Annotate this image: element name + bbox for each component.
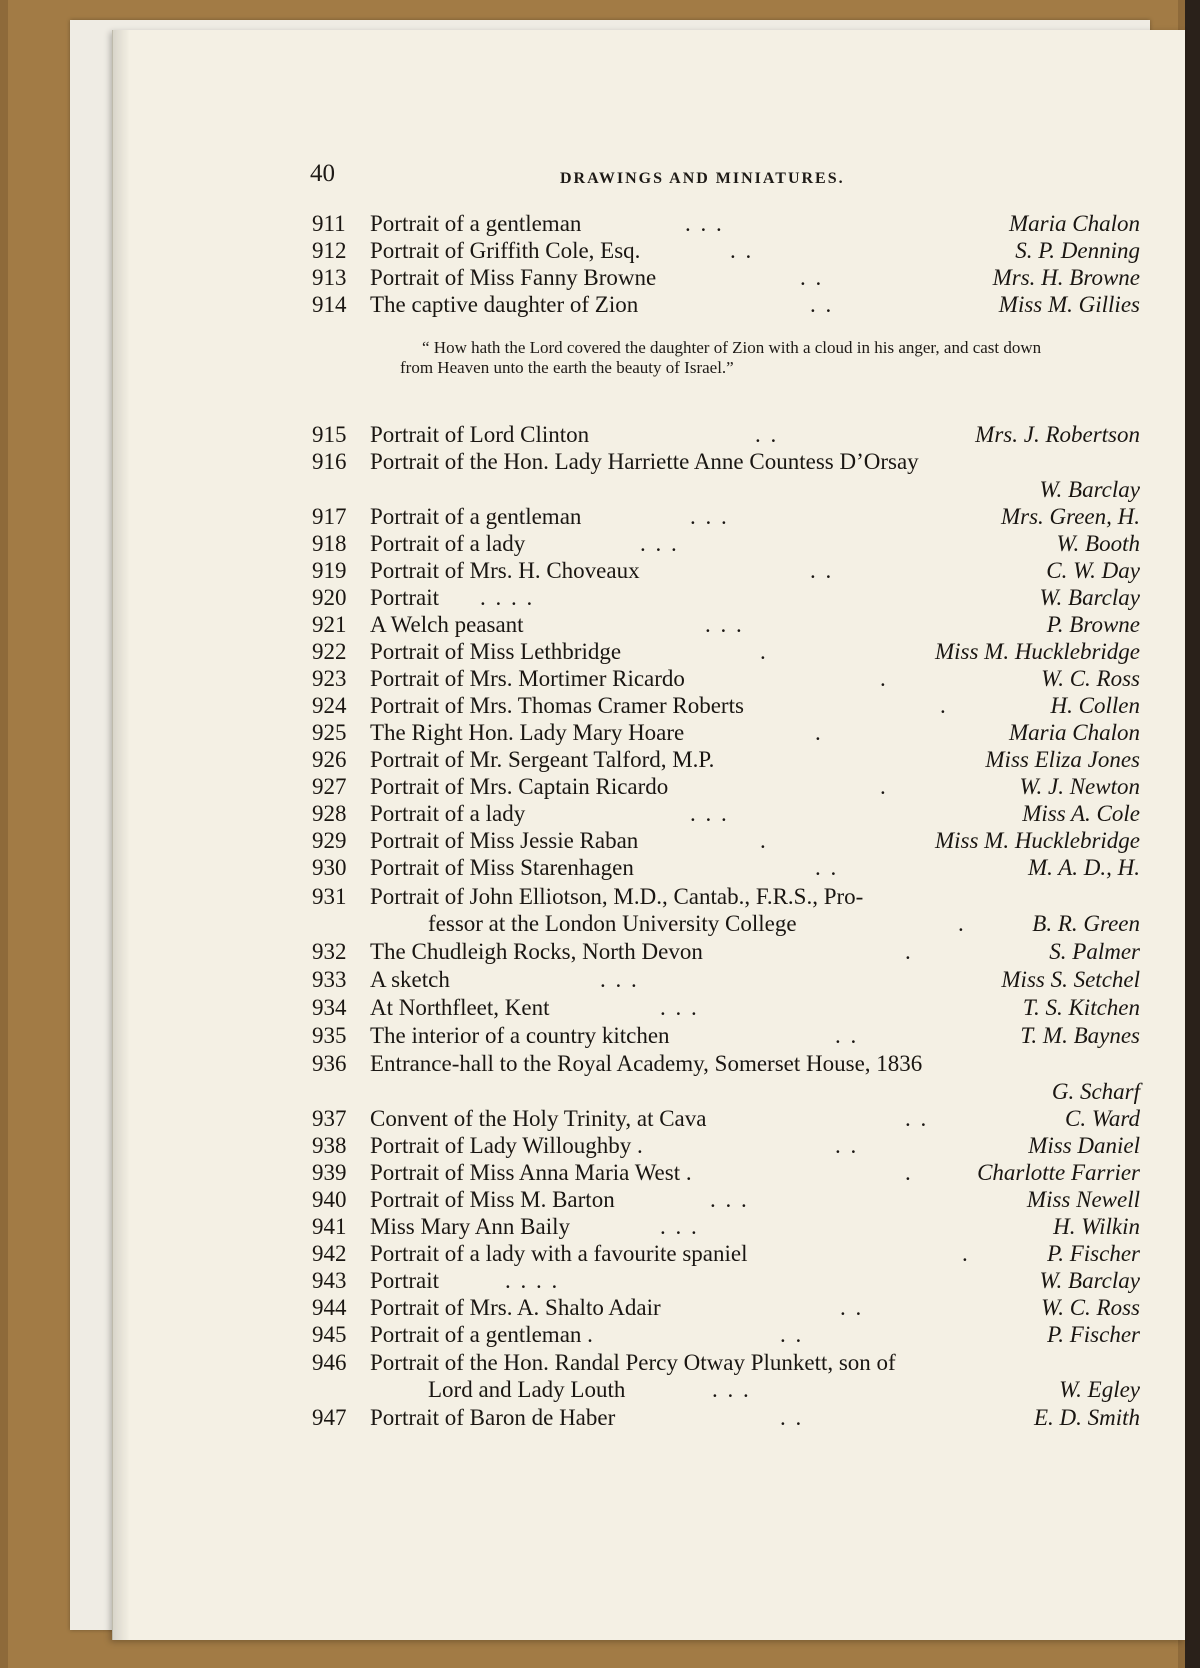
entry-number: 923 (312, 666, 347, 691)
entry-title: Convent of the Holy Trinity, at Cava (370, 1106, 707, 1131)
entry-title: Portrait of a gentleman (370, 504, 582, 529)
dot-leaders: . . . (710, 1187, 749, 1212)
entry-number: 935 (312, 1023, 347, 1048)
entry-925 (0, 719, 1200, 747)
entry-title: Portrait of a lady with a favourite spaniel (370, 1241, 748, 1266)
dot-leaders: . . (800, 265, 824, 290)
entry-artist: W. J. Newton (1019, 774, 1140, 799)
entry-title: Portrait of Mr. Sergeant Talford, M.P. (370, 747, 715, 772)
entry-artist: Miss M. Hucklebridge (934, 828, 1140, 853)
entry-title: Portrait of the Hon. Randal Percy Otway Plunkett, son of (370, 1350, 896, 1375)
entry-930 (0, 854, 1200, 882)
dot-leaders: . . (810, 558, 834, 583)
dot-leaders: . (815, 720, 823, 745)
entry-artist: Miss Eliza Jones (985, 747, 1140, 772)
page-number: 40 (310, 160, 335, 187)
entry-913 (0, 264, 1200, 292)
entry-title: Portrait of the Hon. Lady Harriette Anne Countess D’Orsay (370, 449, 919, 474)
dot-leaders: . . (835, 1133, 859, 1158)
entry-number: 922 (312, 639, 347, 664)
entry-911 (0, 210, 1200, 238)
entry-919 (0, 557, 1200, 585)
entry-title: Portrait of Mrs. Captain Ricardo (370, 774, 669, 799)
entry-939 (0, 1159, 1200, 1187)
entry-947 (0, 1404, 1200, 1432)
entry-912 (0, 237, 1200, 265)
entry-920 (0, 584, 1200, 612)
entry-944 (0, 1294, 1200, 1322)
entry-946-continued (0, 1376, 1200, 1404)
entry-945 (0, 1321, 1200, 1349)
entry-number: 925 (312, 720, 347, 745)
entry-title: The Right Hon. Lady Mary Hoare (370, 720, 685, 745)
dot-leaders: . (880, 666, 888, 691)
entry-number: 912 (312, 238, 347, 263)
entry-artist: T. M. Baynes (1020, 1023, 1140, 1048)
dot-leaders: . (905, 1160, 913, 1185)
dot-leaders: . . . (640, 531, 679, 556)
entry-935 (0, 1022, 1200, 1050)
entry-artist: Mrs. J. Robertson (975, 422, 1140, 447)
entry-number: 913 (312, 265, 347, 290)
entry-title: Portrait of Mrs. Thomas Cramer Roberts (370, 693, 744, 718)
entry-number: 933 (312, 967, 347, 992)
entry-artist: W. Barclay (1039, 1268, 1140, 1293)
entry-number: 919 (312, 558, 347, 583)
entry-artist: B. R. Green (1032, 911, 1140, 936)
entry-artist: W. C. Ross (1041, 1295, 1140, 1320)
entry-929 (0, 827, 1200, 855)
entry-title: The captive daughter of Zion (370, 292, 639, 317)
entry-915 (0, 421, 1200, 449)
entry-number: 911 (312, 211, 346, 236)
entry-title: Portrait of Mrs. A. Shalto Adair (370, 1295, 661, 1320)
entry-number: 934 (312, 995, 347, 1020)
entry-title: Portrait of Miss M. Barton (370, 1187, 615, 1212)
entry-number: 916 (312, 449, 347, 474)
entry-title: Portrait (370, 1268, 439, 1293)
entry-title: The interior of a country kitchen (370, 1023, 670, 1048)
entry-931-continued (0, 910, 1200, 938)
dot-leaders: . . (755, 422, 779, 447)
entry-number: 928 (312, 801, 347, 826)
entry-artist: W. C. Ross (1041, 666, 1140, 691)
dot-leaders: . . (780, 1322, 804, 1347)
dot-leaders: . . (835, 1023, 859, 1048)
entry-number: 946 (312, 1350, 347, 1375)
entry-921 (0, 611, 1200, 639)
entry-title: A sketch (370, 967, 450, 992)
dot-leaders: . . . (712, 1377, 751, 1402)
dot-leaders: . . . (705, 612, 744, 637)
entry-artist: W. Egley (1059, 1377, 1140, 1402)
entry-number: 930 (312, 855, 347, 880)
dot-leaders: . . (815, 855, 839, 880)
entry-number: 942 (312, 1241, 347, 1266)
entry-artist: M. A. D., H. (1027, 855, 1140, 880)
entry-artist: W. Barclay (1039, 477, 1140, 502)
dot-leaders: . . . . (480, 585, 535, 610)
dot-leaders: . (905, 939, 913, 964)
entry-title: The Chudleigh Rocks, North Devon (370, 939, 703, 964)
entry-number: 936 (312, 1051, 347, 1076)
entry-number: 945 (312, 1322, 347, 1347)
entry-928 (0, 800, 1200, 828)
entry-title: A Welch peasant (370, 612, 524, 637)
entry-number: 924 (312, 693, 347, 718)
entry-943 (0, 1267, 1200, 1295)
entry-917 (0, 503, 1200, 531)
dot-leaders: . (760, 639, 768, 664)
entry-926 (0, 746, 1200, 774)
entry-title: Lord and Lady Louth (428, 1377, 626, 1402)
dot-leaders: . . . (660, 995, 699, 1020)
entry-937 (0, 1105, 1200, 1133)
entry-title: Portrait of Miss Jessie Raban (370, 828, 639, 853)
entry-936 (0, 1050, 1200, 1078)
entry-number: 914 (312, 292, 347, 317)
entry-932 (0, 938, 1200, 966)
dot-leaders: . (958, 911, 966, 936)
entry-artist: P. Browne (1046, 612, 1140, 637)
entry-number: 947 (312, 1405, 347, 1430)
entry-title: Portrait of Miss Anna Maria West . (370, 1160, 692, 1185)
entry-number: 937 (312, 1106, 347, 1131)
entry-title: Portrait of a gentleman (370, 211, 582, 236)
entry-914 (0, 291, 1200, 319)
entry-number: 941 (312, 1214, 347, 1239)
entry-title: Entrance-hall to the Royal Academy, Somerset House, 1836 (370, 1051, 923, 1076)
entry-artist: P. Fischer (1047, 1322, 1140, 1347)
dot-leaders: . (760, 828, 768, 853)
entry-number: 940 (312, 1187, 347, 1212)
entry-938 (0, 1132, 1200, 1160)
entry-936-continued (0, 1078, 1200, 1106)
entry-923 (0, 665, 1200, 693)
dot-leaders: . . (810, 292, 834, 317)
entry-922 (0, 638, 1200, 666)
entry-number: 944 (312, 1295, 347, 1320)
entry-946 (0, 1349, 1200, 1377)
entry-number: 932 (312, 939, 347, 964)
entry-941 (0, 1213, 1200, 1241)
scripture-quote: “ How hath the Lord covered the daughter of Zion with a cloud in his anger, and cast down from Heaven unto the earth the beauty of Israel.” (400, 338, 1042, 377)
entry-artist: Mrs. Green, H. (1000, 504, 1140, 529)
entry-number: 927 (312, 774, 347, 799)
entry-title: Portrait of a lady (370, 801, 526, 826)
entry-title: Portrait of Mrs. Mortimer Ricardo (370, 666, 685, 691)
entry-number: 918 (312, 531, 347, 556)
entry-artist: G. Scharf (1051, 1079, 1140, 1104)
dot-leaders: . . . (690, 801, 729, 826)
entry-931 (0, 883, 1200, 911)
entry-artist: T. S. Kitchen (1022, 995, 1140, 1020)
entry-artist: E. D. Smith (1033, 1405, 1140, 1430)
entry-number: 915 (312, 422, 347, 447)
entry-title: fessor at the London University College (428, 911, 797, 936)
entry-title: Portrait of Lord Clinton (370, 422, 590, 447)
entry-artist: H. Wilkin (1053, 1214, 1140, 1239)
entry-artist: Miss S. Setchel (1001, 967, 1140, 992)
entry-title: Portrait of Lady Willoughby . (370, 1133, 643, 1158)
entry-title: Portrait of Miss Starenhagen (370, 855, 634, 880)
entry-title: Portrait of a lady (370, 531, 526, 556)
dot-leaders: . . (780, 1405, 804, 1430)
entry-artist: Maria Chalon (1009, 211, 1140, 236)
dot-leaders: . (962, 1241, 970, 1266)
entry-artist: Miss A. Cole (1022, 801, 1140, 826)
entry-933 (0, 966, 1200, 994)
entry-918 (0, 530, 1200, 558)
entry-artist: Charlotte Farrier (977, 1160, 1140, 1185)
entry-916 (0, 448, 1200, 502)
dot-leaders: . (940, 693, 948, 718)
dot-leaders: . . (730, 238, 754, 263)
entry-artist: S. P. Denning (1015, 238, 1140, 263)
entry-artist: H. Collen (1050, 693, 1140, 718)
entry-940 (0, 1186, 1200, 1214)
entry-title: Portrait of Miss Lethbridge (370, 639, 622, 664)
dot-leaders: . . . (685, 211, 724, 236)
entry-artist: P. Fischer (1047, 1241, 1140, 1266)
entry-number: 929 (312, 828, 347, 853)
entry-number: 917 (312, 504, 347, 529)
dot-leaders: . . . (600, 967, 639, 992)
entry-artist: Miss M. Hucklebridge (934, 639, 1140, 664)
entry-title: Portrait of John Elliotson, M.D., Cantab., F.R.S., Pro- (370, 884, 864, 909)
entry-title: Portrait (370, 585, 439, 610)
entry-title: Miss Mary Ann Baily (370, 1214, 570, 1239)
entry-number: 939 (312, 1160, 347, 1185)
entry-number: 931 (312, 884, 347, 909)
dot-leaders: . . . (660, 1214, 699, 1239)
dot-leaders: . (880, 774, 888, 799)
entry-artist: Mrs. H. Browne (992, 265, 1140, 290)
entry-number: 943 (312, 1268, 347, 1293)
entry-number: 938 (312, 1133, 347, 1158)
entry-title: Portrait of Baron de Haber (370, 1405, 616, 1430)
dot-leaders: . . . . (505, 1268, 560, 1293)
entry-934 (0, 994, 1200, 1022)
entry-number: 920 (312, 585, 347, 610)
entry-artist: W. Booth (1056, 531, 1140, 556)
entry-artist: Miss M. Gillies (998, 292, 1140, 317)
entry-title: Portrait of a gentleman . (370, 1322, 593, 1347)
entry-number: 921 (312, 612, 347, 637)
entry-924 (0, 692, 1200, 720)
entry-artist: W. Barclay (1039, 585, 1140, 610)
entry-title: Portrait of Griffith Cole, Esq. (370, 238, 641, 263)
entry-artist: Miss Daniel (1028, 1133, 1140, 1158)
dot-leaders: . . (840, 1295, 864, 1320)
entry-number: 926 (312, 747, 347, 772)
entry-artist: Miss Newell (1026, 1187, 1140, 1212)
entry-title: Portrait of Miss Fanny Browne (370, 265, 657, 290)
entry-artist: C. W. Day (1046, 558, 1140, 583)
section-title: DRAWINGS AND MINIATURES. (560, 170, 845, 187)
entry-927 (0, 773, 1200, 801)
entry-artist: C. Ward (1065, 1106, 1140, 1131)
entry-title: At Northfleet, Kent (370, 995, 550, 1020)
dot-leaders: . . . (690, 504, 729, 529)
entry-title: Portrait of Mrs. H. Choveaux (370, 558, 640, 583)
entry-artist: S. Palmer (1049, 939, 1140, 964)
entry-942 (0, 1240, 1200, 1268)
dot-leaders: . . (905, 1106, 929, 1131)
entry-artist: Maria Chalon (1009, 720, 1140, 745)
